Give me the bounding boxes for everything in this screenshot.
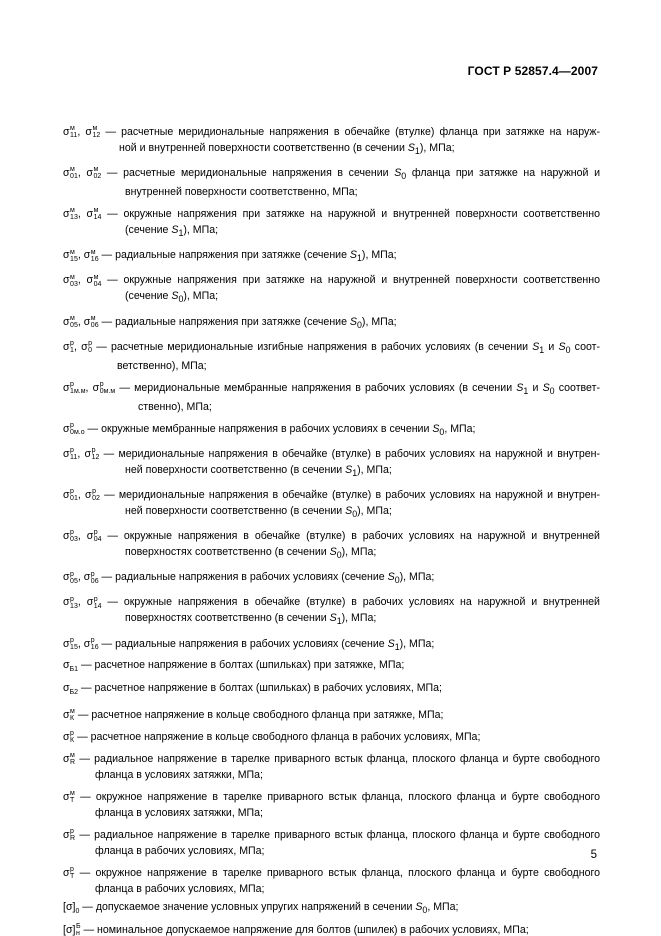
symbol-sigma-p11: σ р 11 , (63, 447, 81, 462)
symbol-sigma-mT: σ м Т (63, 790, 75, 805)
definition-sigma-mT: σ м Т — окружное напряжение в тарелке приварного встык фланца, плоского фланца и бурте свободного фланца в условиях затяжки, МПа; (63, 790, 600, 819)
definition-sigma-p05-p06: σ р 05 , σ р 06 — радиальные напряжения в рабочих условиях (сечение $S_0$), МПа; (63, 570, 435, 586)
definition-allowable-stress-s0: $[\sigma]_0$ — допускаемое значение условных упругих напряжений в сечении $S_0$, МПа; (63, 900, 459, 915)
symbol-sigma-p1mm: σ р 1м.м , (63, 380, 89, 395)
definition-sigma-pR: σ р R — радиальное напряжение в тарелке приварного встык фланца, плоского фланца и бурте свободного фланца в рабочих условиях, МПа; (63, 828, 600, 857)
symbol-sigma-m15: σ м 15 , (63, 248, 81, 263)
definition-sigma-p0mo: σ р 0м.о — окружные мембранные напряжения в рабочих условиях в сечении $S_0$, МПа; (63, 422, 476, 437)
symbol-sigma-mk: σ м К (63, 708, 75, 723)
symbol-allowable-sigma-bolts: [σ] Б н (63, 923, 81, 936)
symbol-sigma-m01: σ м 01 , (63, 166, 81, 181)
definition-sigma-p15-p16: σ р 15 , σ р 16 — радиальные напряжения в рабочих условиях (сечение $S_1$), МПа; (63, 636, 435, 652)
symbol-sigma-b1: $\sigma_{Б1}$ (63, 658, 79, 673)
symbol-sigma-p0mm: σ р 0м.м (92, 380, 116, 395)
definition-allowable-stress-bolts: [σ] Б н — номинальное допускаемое напряжение для болтов (шпилек) в рабочих условиях, МПа; (63, 923, 529, 936)
symbol-sigma-pT: σ р Т (63, 866, 75, 881)
symbol-sigma-m16: σ м 16 (83, 248, 99, 263)
definition-sigma-b1: $\sigma_{Б1}$ — расчетное напряжение в болтах (шпильках) при затяжке, МПа; (63, 658, 405, 673)
definition-sigma-p1-p0: σ р 1 , σ р 0 — расчетные меридиональные изгибные напряжения в рабочих условиях (в сечении $S_1$ и $S_0$ соот- ветственно), МПа; (63, 339, 601, 372)
definition-sigma-m13-m14: σ м 13 , σ м 14 — окружные напряжения при затяжке на наружной и внутренней поверхности соответственно (сечение $S_1$), МПа; (63, 207, 601, 239)
symbol-sigma-p16: σ р 16 (83, 636, 99, 651)
definition-sigma-pk: σ р К — расчетное напряжение в кольце свободного фланца в рабочих условиях, МПа; (63, 730, 481, 745)
definition-sigma-mk: σ м К — расчетное напряжение в кольце свободного фланца при затяжке, МПа; (63, 708, 444, 723)
symbol-sigma-p0mo: σ р 0м.о (63, 422, 85, 437)
symbol-sigma-m02: σ м 02 (86, 166, 102, 181)
symbol-sigma-m13: σ м 13 , (63, 207, 81, 222)
symbol-sigma-p05: σ р 05 , (63, 570, 81, 585)
definition-sigma-m03-m04: σ м 03 , σ м 04 — окружные напряжения при затяжке на наружной и внутренней поверхности соответственно (сечение $S_0$), МПа; (63, 273, 601, 305)
definition-text: — расчетные меридиональные напряжения в обечайке (втулке) фланца при затяжке на наруж- (105, 126, 601, 138)
symbol-sigma-m04: σ м 04 (86, 273, 102, 288)
definition-sigma-p1mm-p0mm: σ р 1м.м , σ р 0м.м — меридиональные мембранные напряжения в рабочих условиях (в сечении $S_1$ и $S_0$ соответ- ственно), МПа; (63, 380, 600, 413)
definition-sigma-m01-m02: σ м 01 , σ м 02 — расчетные меридиональные напряжения в сечении $S_0$ фланца при затяжке на наружной и внутренней поверхности соответственно, МПа; (63, 166, 600, 199)
symbol-definition-list (63, 124, 600, 936)
symbol-sigma-pR: σ р R (63, 828, 76, 843)
symbol-sigma-p14: σ р 14 (86, 595, 102, 610)
symbol-sigma-m11: σ м 11 , (63, 125, 81, 140)
symbol-sigma-m14: σ м 14 (86, 207, 102, 222)
symbol-sigma-m12: σ м 12 (85, 125, 101, 140)
definition-sigma-mR: σ м R — радиальное напряжение в тарелке приварного встык фланца, плоского фланца и бурте свободного фланца в условиях затяжки, МПа; (63, 752, 600, 781)
symbol-sigma-p1: σ р 1 , (63, 339, 77, 354)
document-header: ГОСТ Р 52857.4—2007 (467, 64, 598, 78)
definition-sigma-pT: σ р Т — окружное напряжение в тарелке приварного встык фланца, плоского фланца и бурте свободного фланца в рабочих условиях, МПа; (63, 866, 600, 895)
symbol-sigma-p01: σ р 01 , (63, 488, 81, 503)
symbol-sigma-mR: σ м R (63, 752, 76, 767)
symbol-sigma-p02: σ р 02 (85, 488, 100, 503)
page-number: 5 (590, 849, 597, 861)
symbol-sigma-p15: σ р 15 , (63, 636, 81, 651)
symbol-sigma-p0: σ р 0 (81, 339, 93, 354)
symbol-sigma-p04: σ р 04 (86, 529, 102, 544)
symbol-sigma-m05: σ м 05 , (63, 314, 81, 329)
definition-sigma-m11-m12: σ м 11 , σ м 12 — расчетные меридиональные напряжения в обечайке (втулке) фланца при затяжке на наруж- ной и внутренней поверхности соответственно (в сечении $S_1$), МПа; (63, 125, 601, 157)
symbol-sigma-m03: σ м 03 , (63, 273, 81, 288)
symbol-allowable-sigma-0: $[\sigma]_0$ (63, 900, 80, 915)
symbol-sigma-m06: σ м 06 (83, 314, 99, 329)
definition-sigma-p11-p12: σ р 11 , σ р 12 — меридиональные напряжения в обечайке (втулке) в рабочих условиях на наружной и внутрен- ней поверхности соответственно (в сечении $S_1$), МПа; (63, 447, 600, 479)
definition-sigma-m15-m16: σ м 15 , σ м 16 — радиальные напряжения при затяжке (сечение $S_1$), МПа; (63, 248, 397, 264)
definition-sigma-b2: $\sigma_{Б2}$ — расчетное напряжение в болтах (шпильках) в рабочих условиях, МПа; (63, 681, 442, 696)
symbol-sigma-p03: σ р 03 , (63, 529, 81, 544)
symbol-sigma-pk: σ р К (63, 730, 75, 745)
symbol-sigma-b2: $\sigma_{Б2}$ (63, 681, 79, 696)
definition-sigma-p01-p02: σ р 01 , σ р 02 — меридиональные напряжения в обечайке (втулке) в рабочих условиях на наружной и внутрен- ней поверхности соответственно (в сечении $S_0$), МПа; (63, 488, 600, 520)
definition-sigma-m05-m06: σ м 05 , σ м 06 — радиальные напряжения при затяжке (сечение $S_0$), МПа; (63, 314, 397, 330)
symbol-sigma-p13: σ р 13 , (63, 595, 81, 610)
symbol-sigma-p06: σ р 06 (83, 570, 99, 585)
definition-sigma-p13-p14: σ р 13 , σ р 14 — окружные напряжения в обечайке (втулке) в рабочих условиях на наружной и внутренней поверхностях соответственно (в сечении $S_1$), МПа; (63, 595, 600, 627)
definition-sigma-p03-p04: σ р 03 , σ р 04 — окружные напряжения в обечайке (втулке) в рабочих условиях на наружной и внутренней поверхностях соответственно (в сечении $S_0$), МПа; (63, 529, 600, 561)
symbol-sigma-p12: σ р 12 (84, 447, 100, 462)
